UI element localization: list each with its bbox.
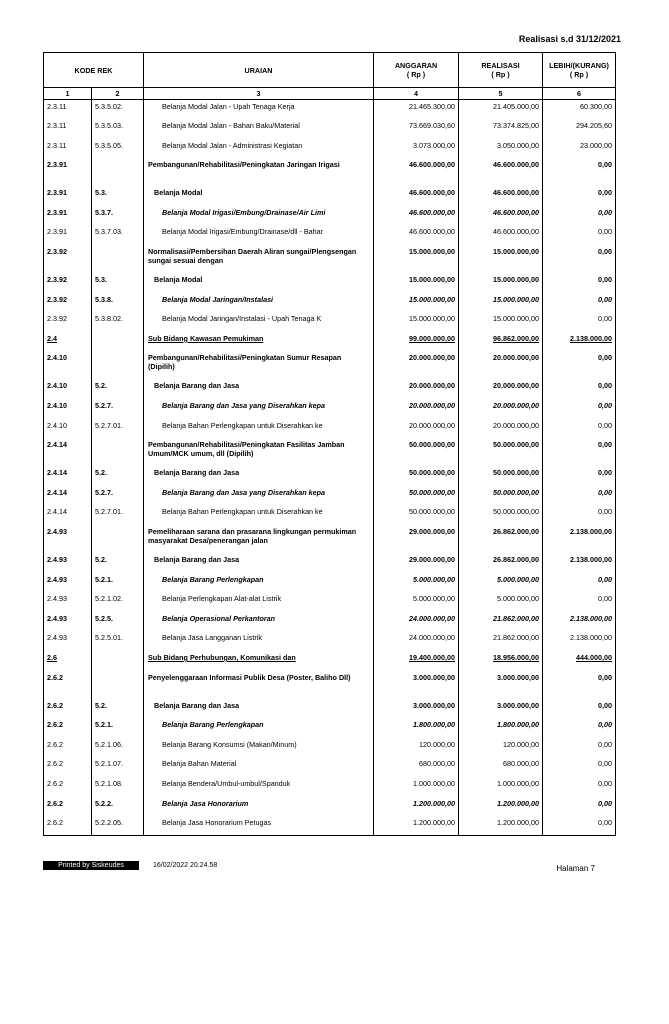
table-row [44, 225, 616, 245]
anggaran-value: 46.600.000,00 [374, 206, 459, 226]
kode-rekening [92, 438, 144, 466]
kode-rekening: 5.2.7.01. [92, 419, 144, 439]
anggaran-value: 5.000.000,00 [374, 573, 459, 593]
uraian-text: Belanja Jasa Langganan Listrik [144, 631, 374, 651]
kode-rekening: 5.2.1. [92, 573, 144, 593]
uraian-text: Pembangunan/Rehabilitasi/Peningkatan Fasilitas Jamban Umum/MCK umum, dll (Dipilih) [144, 438, 374, 466]
table-row [44, 777, 616, 797]
kode-bidang: 2.3.92 [44, 273, 92, 293]
kode-bidang: 2.3.11 [44, 119, 92, 139]
table-row [44, 293, 616, 313]
kode-bidang: 2.6.2 [44, 816, 92, 836]
uraian-text: Belanja Barang dan Jasa [144, 466, 374, 486]
col-lebih-kurang: LEBIH/(KURANG) ( Rp ) [543, 53, 616, 88]
kode-rekening: 5.2.1.07. [92, 757, 144, 777]
lebih-kurang-value: 0,00 [543, 505, 616, 525]
anggaran-value: 15.000.000,00 [374, 273, 459, 293]
kode-rekening: 5.3.5.05. [92, 139, 144, 159]
kode-bidang: 2.3.92 [44, 312, 92, 332]
kode-bidang: 2.3.11 [44, 100, 92, 120]
realisasi-value: 3.000.000,00 [459, 671, 543, 699]
lebih-kurang-value: 0,00 [543, 797, 616, 817]
table-row [44, 119, 616, 139]
uraian-text: Pemeliharaan sarana dan prasarana lingkungan permukiman masyarakat Desa/penerangan jalan [144, 525, 374, 553]
kode-bidang: 2.6.2 [44, 718, 92, 738]
anggaran-value: 50.000.000,00 [374, 466, 459, 486]
anggaran-value: 20.000.000,00 [374, 419, 459, 439]
realisasi-value: 120.000,00 [459, 738, 543, 758]
kode-bidang: 2.4.93 [44, 525, 92, 553]
lebih-kurang-value: 0,00 [543, 718, 616, 738]
anggaran-value: 21.465.300,00 [374, 100, 459, 120]
anggaran-value: 120.000,00 [374, 738, 459, 758]
uraian-text: Belanja Jasa Honorarium [144, 797, 374, 817]
uraian-text: Belanja Barang dan Jasa [144, 699, 374, 719]
realisasi-value: 26.862.000,00 [459, 525, 543, 553]
kode-bidang: 2.4.14 [44, 438, 92, 466]
anggaran-value: 29.000.000,00 [374, 525, 459, 553]
kode-bidang: 2.4.93 [44, 592, 92, 612]
realisasi-value: 21.862.000,00 [459, 612, 543, 632]
page-number: Halaman 7 [556, 864, 595, 873]
col-number: 6 [543, 88, 616, 100]
kode-rekening: 5.2.1.08. [92, 777, 144, 797]
table-row [44, 651, 616, 671]
kode-rekening: 5.2.7. [92, 399, 144, 419]
anggaran-value: 20.000.000,00 [374, 399, 459, 419]
anggaran-value: 1.800.000,00 [374, 718, 459, 738]
realisasi-value: 5.000.000,00 [459, 592, 543, 612]
table-row [44, 245, 616, 273]
kode-bidang: 2.4.10 [44, 419, 92, 439]
lebih-kurang-value: 0,00 [543, 466, 616, 486]
table-row [44, 631, 616, 651]
realisasi-value: 680.000,00 [459, 757, 543, 777]
lebih-kurang-value: 0,00 [543, 777, 616, 797]
lebih-kurang-value: 0,00 [543, 293, 616, 313]
col-uraian: URAIAN [144, 53, 374, 88]
kode-rekening [92, 245, 144, 273]
uraian-text: Belanja Modal Jalan - Upah Tenaga Kerja [144, 100, 374, 120]
uraian-text: Belanja Modal Irigasi/Embung/Drainase/Air Limi [144, 206, 374, 226]
kode-rekening [92, 651, 144, 671]
lebih-kurang-value: 0,00 [543, 757, 616, 777]
kode-bidang: 2.3.92 [44, 293, 92, 313]
printed-by-label: Printed by Siskeudes [43, 861, 139, 870]
kode-rekening: 5.2. [92, 553, 144, 573]
realisasi-value: 15.000.000,00 [459, 293, 543, 313]
lebih-kurang-value: 0,00 [543, 186, 616, 206]
kode-bidang: 2.4.93 [44, 573, 92, 593]
kode-bidang: 2.4.10 [44, 351, 92, 379]
realisasi-value: 20.000.000,00 [459, 399, 543, 419]
uraian-text: Normalisasi/Pembersihan Daerah Aliran sungai/Plengsengan sungai sesuai dengan [144, 245, 374, 273]
realisasi-value: 15.000.000,00 [459, 312, 543, 332]
uraian-text: Belanja Bahan Material [144, 757, 374, 777]
anggaran-value: 24.000.000,00 [374, 631, 459, 651]
kode-rekening: 5.3. [92, 273, 144, 293]
lebih-kurang-value: 0,00 [543, 738, 616, 758]
table-row [44, 718, 616, 738]
kode-rekening: 5.2. [92, 699, 144, 719]
kode-rekening: 5.2.5. [92, 612, 144, 632]
table-row [44, 612, 616, 632]
anggaran-value: 73.669.030,60 [374, 119, 459, 139]
table-row [44, 671, 616, 699]
uraian-text: Sub Bidang Perhubungan, Komunikasi dan [144, 651, 374, 671]
lebih-kurang-value: 0,00 [543, 158, 616, 186]
realisasi-value: 73.374.825,00 [459, 119, 543, 139]
lebih-kurang-value: 2.138.000,00 [543, 525, 616, 553]
anggaran-value: 19.400.000,00 [374, 651, 459, 671]
realisasi-value: 50.000.000,00 [459, 486, 543, 506]
kode-rekening: 5.3.5.03. [92, 119, 144, 139]
table-row [44, 486, 616, 506]
realisasi-value: 20.000.000,00 [459, 379, 543, 399]
lebih-kurang-value: 2.138.000,00 [543, 553, 616, 573]
realisasi-value: 1.200.000,00 [459, 797, 543, 817]
lebih-kurang-value: 0,00 [543, 816, 616, 836]
kode-bidang: 2.3.91 [44, 206, 92, 226]
realisasi-value: 21.862.000,00 [459, 631, 543, 651]
realisasi-value: 21.405.000,00 [459, 100, 543, 120]
table-row [44, 573, 616, 593]
uraian-text: Belanja Operasional Perkantoran [144, 612, 374, 632]
table-row [44, 797, 616, 817]
kode-bidang: 2.3.91 [44, 158, 92, 186]
kode-rekening [92, 351, 144, 379]
kode-rekening: 5.2.1.02. [92, 592, 144, 612]
uraian-text: Belanja Barang dan Jasa [144, 379, 374, 399]
kode-bidang: 2.6 [44, 651, 92, 671]
lebih-kurang-value: 0,00 [543, 312, 616, 332]
lebih-kurang-value: 0,00 [543, 592, 616, 612]
realisasi-value: 46.600.000,00 [459, 186, 543, 206]
kode-rekening: 5.3.8.02. [92, 312, 144, 332]
anggaran-value: 29.000.000,00 [374, 553, 459, 573]
lebih-kurang-value: 2.138.000,00 [543, 612, 616, 632]
table-row [44, 379, 616, 399]
lebih-kurang-value: 2.138.000,00 [543, 631, 616, 651]
anggaran-value: 15.000.000,00 [374, 293, 459, 313]
uraian-text: Sub Bidang Kawasan Pemukiman [144, 332, 374, 352]
lebih-kurang-value: 0,00 [543, 419, 616, 439]
uraian-text: Belanja Modal Irigasi/Embung/Drainase/dll - Bahar [144, 225, 374, 245]
realisasi-table [43, 52, 616, 836]
uraian-text: Belanja Barang Perlengkapan [144, 573, 374, 593]
print-timestamp: 16/02/2022 20.24.58 [153, 862, 218, 869]
kode-rekening: 5.3.7.03. [92, 225, 144, 245]
kode-rekening: 5.3.7. [92, 206, 144, 226]
kode-bidang: 2.6.2 [44, 757, 92, 777]
period-label: Realisasi s.d 31/12/2021 [518, 34, 621, 44]
anggaran-value: 1.200.000,00 [374, 816, 459, 836]
anggaran-value: 99.000.000,00 [374, 332, 459, 352]
anggaran-value: 3.073.000,00 [374, 139, 459, 159]
table-row [44, 699, 616, 719]
realisasi-value: 1.200.000,00 [459, 816, 543, 836]
kode-bidang: 2.4 [44, 332, 92, 352]
kode-bidang: 2.3.91 [44, 225, 92, 245]
lebih-kurang-value: 0,00 [543, 438, 616, 466]
kode-bidang: 2.6.2 [44, 738, 92, 758]
lebih-kurang-value: 294.205,60 [543, 119, 616, 139]
table-row [44, 206, 616, 226]
table-row [44, 525, 616, 553]
anggaran-value: 3.000.000,00 [374, 699, 459, 719]
uraian-text: Belanja Modal Jalan - Administrasi Kegiatan [144, 139, 374, 159]
kode-rekening [92, 332, 144, 352]
kode-bidang: 2.4.10 [44, 399, 92, 419]
anggaran-value: 5.000.000,00 [374, 592, 459, 612]
lebih-kurang-value: 444.000,00 [543, 651, 616, 671]
anggaran-value: 24.000.000,00 [374, 612, 459, 632]
table-row [44, 505, 616, 525]
anggaran-value: 3.000.000,00 [374, 671, 459, 699]
realisasi-value: 3.050.000,00 [459, 139, 543, 159]
lebih-kurang-value: 0,00 [543, 379, 616, 399]
anggaran-value: 680.000,00 [374, 757, 459, 777]
uraian-text: Belanja Barang dan Jasa [144, 553, 374, 573]
table-row [44, 332, 616, 352]
anggaran-value: 46.600.000,00 [374, 186, 459, 206]
col-number: 5 [459, 88, 543, 100]
table-row [44, 816, 616, 836]
realisasi-value: 26.862.000,00 [459, 553, 543, 573]
table-row [44, 312, 616, 332]
lebih-kurang-value: 0,00 [543, 486, 616, 506]
realisasi-value: 18.956.000,00 [459, 651, 543, 671]
kode-bidang: 2.6.2 [44, 699, 92, 719]
table-row [44, 592, 616, 612]
col-number: 3 [144, 88, 374, 100]
lebih-kurang-value: 0,00 [543, 699, 616, 719]
uraian-text: Belanja Bahan Perlengkapan untuk Diserahkan ke [144, 505, 374, 525]
kode-rekening [92, 671, 144, 699]
table-row [44, 273, 616, 293]
uraian-text: Belanja Modal Jaringan/Instalasi [144, 293, 374, 313]
uraian-text: Belanja Barang dan Jasa yang Diserahkan kepa [144, 486, 374, 506]
anggaran-value: 46.600.000,00 [374, 158, 459, 186]
col-number: 2 [92, 88, 144, 100]
col-kode-rek: KODE REK [44, 53, 144, 88]
kode-rekening: 5.3.8. [92, 293, 144, 313]
table-row [44, 139, 616, 159]
anggaran-value: 20.000.000,00 [374, 379, 459, 399]
kode-rekening: 5.2.1.06. [92, 738, 144, 758]
realisasi-value: 46.600.000,00 [459, 206, 543, 226]
uraian-text: Belanja Modal Jalan - Bahan Baku/Material [144, 119, 374, 139]
kode-bidang: 2.4.93 [44, 612, 92, 632]
table-row [44, 351, 616, 379]
lebih-kurang-value: 0,00 [543, 671, 616, 699]
kode-rekening [92, 158, 144, 186]
kode-rekening: 5.3. [92, 186, 144, 206]
uraian-text: Belanja Modal [144, 273, 374, 293]
realisasi-value: 50.000.000,00 [459, 505, 543, 525]
anggaran-value: 50.000.000,00 [374, 505, 459, 525]
anggaran-value: 15.000.000,00 [374, 245, 459, 273]
uraian-text: Penyelenggaraan Informasi Publik Desa (Poster, Baliho Dll) [144, 671, 374, 699]
kode-bidang: 2.4.14 [44, 505, 92, 525]
lebih-kurang-value: 0,00 [543, 351, 616, 379]
lebih-kurang-value: 0,00 [543, 273, 616, 293]
table-row [44, 466, 616, 486]
table-row [44, 553, 616, 573]
uraian-text: Belanja Barang dan Jasa yang Diserahkan kepa [144, 399, 374, 419]
lebih-kurang-value: 0,00 [543, 225, 616, 245]
uraian-text: Belanja Barang Konsumsi (Makan/Minum) [144, 738, 374, 758]
kode-rekening: 5.2.5.01. [92, 631, 144, 651]
realisasi-value: 46.600.000,00 [459, 225, 543, 245]
uraian-text: Belanja Bahan Perlengkapan untuk Diserahkan ke [144, 419, 374, 439]
realisasi-value: 50.000.000,00 [459, 466, 543, 486]
realisasi-value: 96.862.000,00 [459, 332, 543, 352]
kode-rekening: 5.2.1. [92, 718, 144, 738]
kode-rekening: 5.2. [92, 466, 144, 486]
kode-bidang: 2.6.2 [44, 671, 92, 699]
kode-bidang: 2.4.93 [44, 631, 92, 651]
kode-rekening: 5.2.2.05. [92, 816, 144, 836]
anggaran-value: 46.600.000,00 [374, 225, 459, 245]
uraian-text: Belanja Modal Jaringan/Instalasi - Upah Tenaga K [144, 312, 374, 332]
kode-bidang: 2.4.93 [44, 553, 92, 573]
realisasi-value: 5.000.000,00 [459, 573, 543, 593]
realisasi-value: 20.000.000,00 [459, 351, 543, 379]
lebih-kurang-value: 0,00 [543, 245, 616, 273]
realisasi-value: 3.000.000,00 [459, 699, 543, 719]
realisasi-value: 15.000.000,00 [459, 273, 543, 293]
uraian-text: Pembangunan/Rehabilitasi/Peningkatan Jaringan Irigasi [144, 158, 374, 186]
uraian-text: Pembangunan/Rehabilitasi/Peningkatan Sumur Resapan (Dipilih) [144, 351, 374, 379]
lebih-kurang-value: 0,00 [543, 399, 616, 419]
lebih-kurang-value: 0,00 [543, 206, 616, 226]
uraian-text: Belanja Barang Perlengkapan [144, 718, 374, 738]
anggaran-value: 50.000.000,00 [374, 438, 459, 466]
realisasi-value: 15.000.000,00 [459, 245, 543, 273]
kode-bidang: 2.4.14 [44, 486, 92, 506]
kode-rekening [92, 525, 144, 553]
table-row [44, 399, 616, 419]
anggaran-value: 50.000.000,00 [374, 486, 459, 506]
table-row [44, 186, 616, 206]
table-row [44, 419, 616, 439]
realisasi-value: 1.000.000,00 [459, 777, 543, 797]
col-number: 1 [44, 88, 92, 100]
uraian-text: Belanja Modal [144, 186, 374, 206]
kode-rekening: 5.2. [92, 379, 144, 399]
anggaran-value: 15.000.000,00 [374, 312, 459, 332]
kode-bidang: 2.3.11 [44, 139, 92, 159]
realisasi-value: 46.600.000,00 [459, 158, 543, 186]
anggaran-value: 1.200.000,00 [374, 797, 459, 817]
anggaran-value: 20.000.000,00 [374, 351, 459, 379]
col-number: 4 [374, 88, 459, 100]
realisasi-value: 50.000.000,00 [459, 438, 543, 466]
kode-bidang: 2.6.2 [44, 797, 92, 817]
kode-bidang: 2.4.14 [44, 466, 92, 486]
table-row [44, 100, 616, 120]
table-row [44, 438, 616, 466]
kode-rekening: 5.2.7. [92, 486, 144, 506]
kode-bidang: 2.6.2 [44, 777, 92, 797]
kode-rekening: 5.2.7.01. [92, 505, 144, 525]
kode-bidang: 2.4.10 [44, 379, 92, 399]
table-row [44, 757, 616, 777]
uraian-text: Belanja Bendera/Umbul-umbul/Spanduk [144, 777, 374, 797]
col-anggaran: ANGGARAN ( Rp ) [374, 53, 459, 88]
realisasi-value: 1.800.000,00 [459, 718, 543, 738]
kode-bidang: 2.3.92 [44, 245, 92, 273]
anggaran-value: 1.000.000,00 [374, 777, 459, 797]
lebih-kurang-value: 0,00 [543, 573, 616, 593]
col-realisasi: REALISASI ( Rp ) [459, 53, 543, 88]
kode-bidang: 2.3.91 [44, 186, 92, 206]
lebih-kurang-value: 60.300,00 [543, 100, 616, 120]
table-row [44, 738, 616, 758]
kode-rekening: 5.3.5.02. [92, 100, 144, 120]
lebih-kurang-value: 2.138.000,00 [543, 332, 616, 352]
table-row [44, 158, 616, 186]
kode-rekening: 5.2.2. [92, 797, 144, 817]
lebih-kurang-value: 23.000,00 [543, 139, 616, 159]
realisasi-value: 20.000.000,00 [459, 419, 543, 439]
uraian-text: Belanja Perlengkapan Alat-alat Listrik [144, 592, 374, 612]
uraian-text: Belanja Jasa Honorarium Petugas [144, 816, 374, 836]
